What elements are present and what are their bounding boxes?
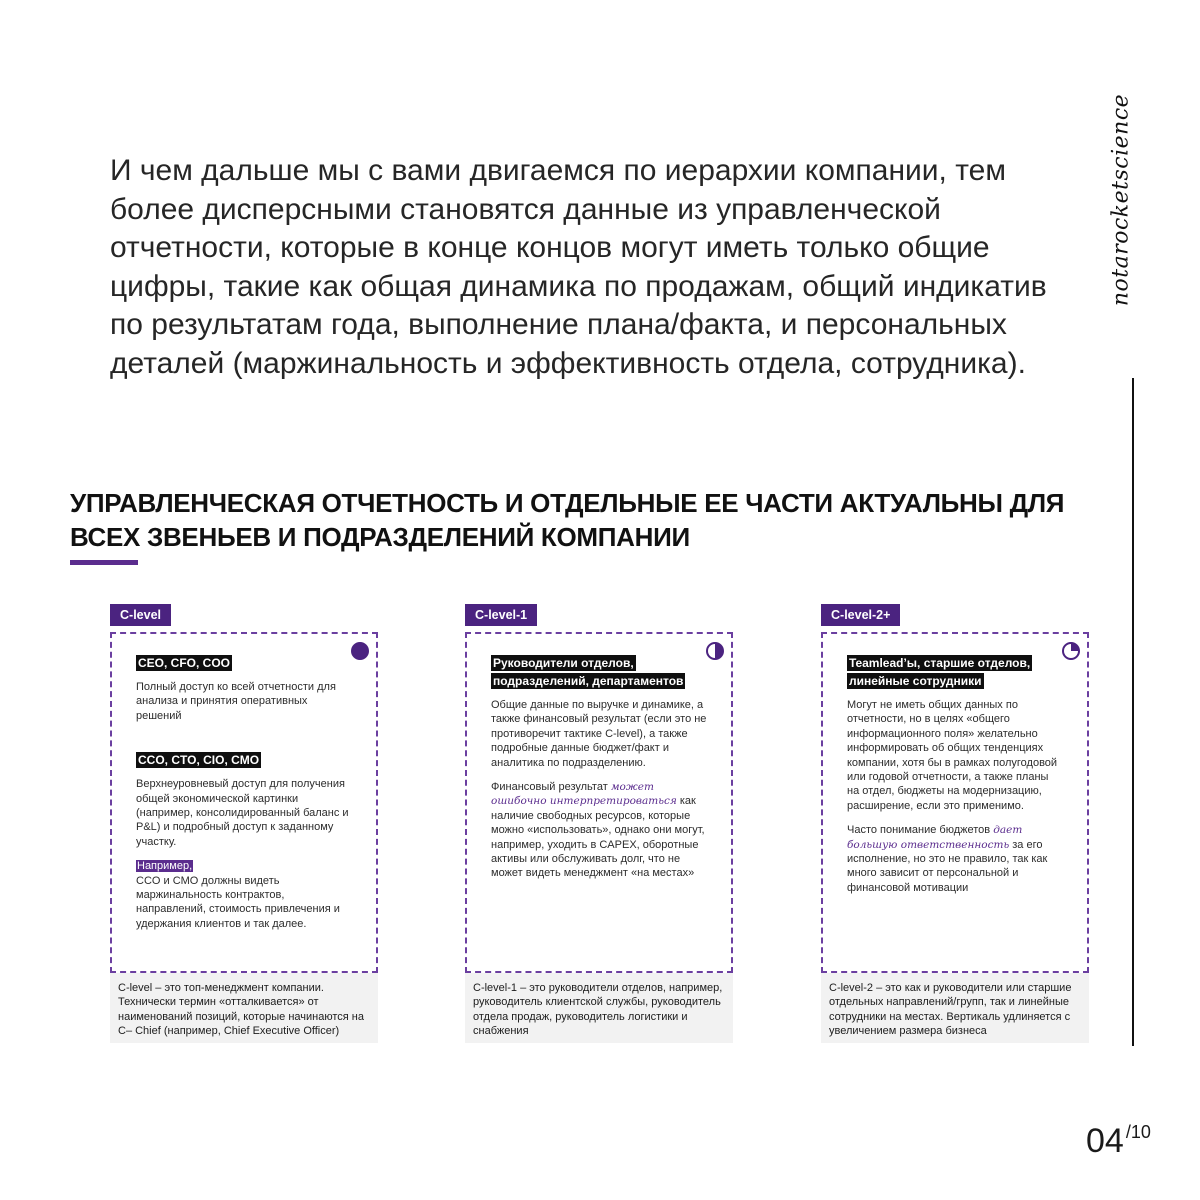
role-title: Teamlead’ы, старшие отделов, линейные сотрудники [849, 656, 1031, 688]
role-description: Полный доступ ко всей отчетности для анализа и принятия оперативных решений [136, 681, 336, 722]
level-tag: C-level-1 [465, 604, 537, 626]
level-card [821, 632, 1089, 973]
warning-text-end: как наличие свободных ресурсов, которые можно «использовать», однако они могут, например, уходить в CAPEX, оборотные активы или обслуживать долг, что не может видеть менеджмент «на местах» [491, 795, 705, 880]
level-note: C-level – это топ-менеджмент компании. Технически термин «отталкивается» от наименований позиций, которые начинаются на C– Chief (например, Chief Executive Officer) [110, 973, 378, 1043]
warning-text-start: Финансовый результат [491, 781, 611, 794]
warning-text [847, 823, 1063, 895]
level-card [465, 632, 733, 973]
page-counter [1086, 1124, 1151, 1158]
highlight-label: Например, [137, 860, 193, 873]
warning-text-start: Часто понимание бюджетов [847, 824, 994, 837]
side-divider [1132, 378, 1134, 1046]
brand-text: notarocketscience [1108, 93, 1134, 307]
page-current: 04 [1086, 1122, 1124, 1160]
role-description: Общие данные по выручке и динамике, а также финансовый результат (если это не противоречит тактике C-level), а также подробные данные бюджет/факт и аналитика по подразделению. [491, 699, 707, 769]
half-circle-icon [706, 642, 724, 660]
section-heading: УПРАВЛЕНЧЕСКАЯ ОТЧЕТНОСТЬ И ОТДЕЛЬНЫЕ ЕЕ ЧАСТИ АКТУАЛЬНЫ ДЛЯ ВСЕХ ЗВЕНЬЕВ И ПОДРАЗДЕЛЕНИЙ КОМПАНИИ [70, 488, 1065, 552]
role-description: Могут не иметь общих данных по отчетности, но в целях «общего информационного поля» желательно информировать об общих тенденциях компании, хотя бы в рамках полугодовой или годовой отчетности, а также планы на отдел, бюджеты на модернизацию, расширение, если это применимо. [847, 699, 1058, 812]
role-title: Руководители отделов, подразделений, департаментов [493, 656, 684, 688]
intro-paragraph: И чем дальше мы с вами двигаемся по иерархии компании, тем более дисперсными становятся данные из управленческой отчетности, которые в конце концов могут иметь только общие цифры, такие как общая динамика по продажам, общий индикатив по результатам года, выполнение плана/факта, и персональных деталей (маржинальность и эффективность отдела, сотрудника). [110, 154, 1047, 380]
example-body: CCO и CMO должны видеть маржинальность контрактов, направлений, стоимость привлечения и удержания клиентов и так далее. [136, 874, 340, 930]
column-c-level [110, 604, 378, 1043]
example-text [136, 859, 352, 931]
column-c-level-2 [821, 604, 1089, 1043]
role-title: CEO, CFO, COO [138, 656, 231, 670]
level-tag: C-level [110, 604, 171, 626]
warning-text [491, 780, 707, 881]
page-total: /10 [1125, 1122, 1151, 1142]
full-circle-icon [351, 642, 369, 660]
level-tag: C-level-2+ [821, 604, 900, 626]
quarter-circle-icon [1062, 642, 1080, 660]
level-note: C-level-2 – это как и руководители или старшие отдельных направлений/групп, так и линейные сотрудники на местах. Вертикаль удлиняется с увеличением размера бизнеса [821, 973, 1089, 1043]
warning-text-end: за его исполнение, но это не правило, так как много зависит от персональной и финансовой мотивации [847, 838, 1048, 894]
level-card [110, 632, 378, 973]
role-description: Верхнеуровневый доступ для получения общей экономической картинки (например, консолидированный баланс и P&L) и подробный доступ к заданному участку. [136, 778, 349, 848]
column-c-level-1 [465, 604, 733, 1043]
level-note: C-level-1 – это руководители отделов, например, руководитель клиентской службы, руководитель отдела продаж, руководитель логистики и снабжения [465, 973, 733, 1043]
role-title: CCO, CTO, CIO, CMO [138, 753, 260, 768]
accent-text: может ошибочно интерпретироваться [491, 781, 677, 808]
brand-logo [1103, 93, 1139, 307]
heading-underline [70, 560, 138, 565]
accent-text: дает большую ответственность [847, 824, 1023, 851]
